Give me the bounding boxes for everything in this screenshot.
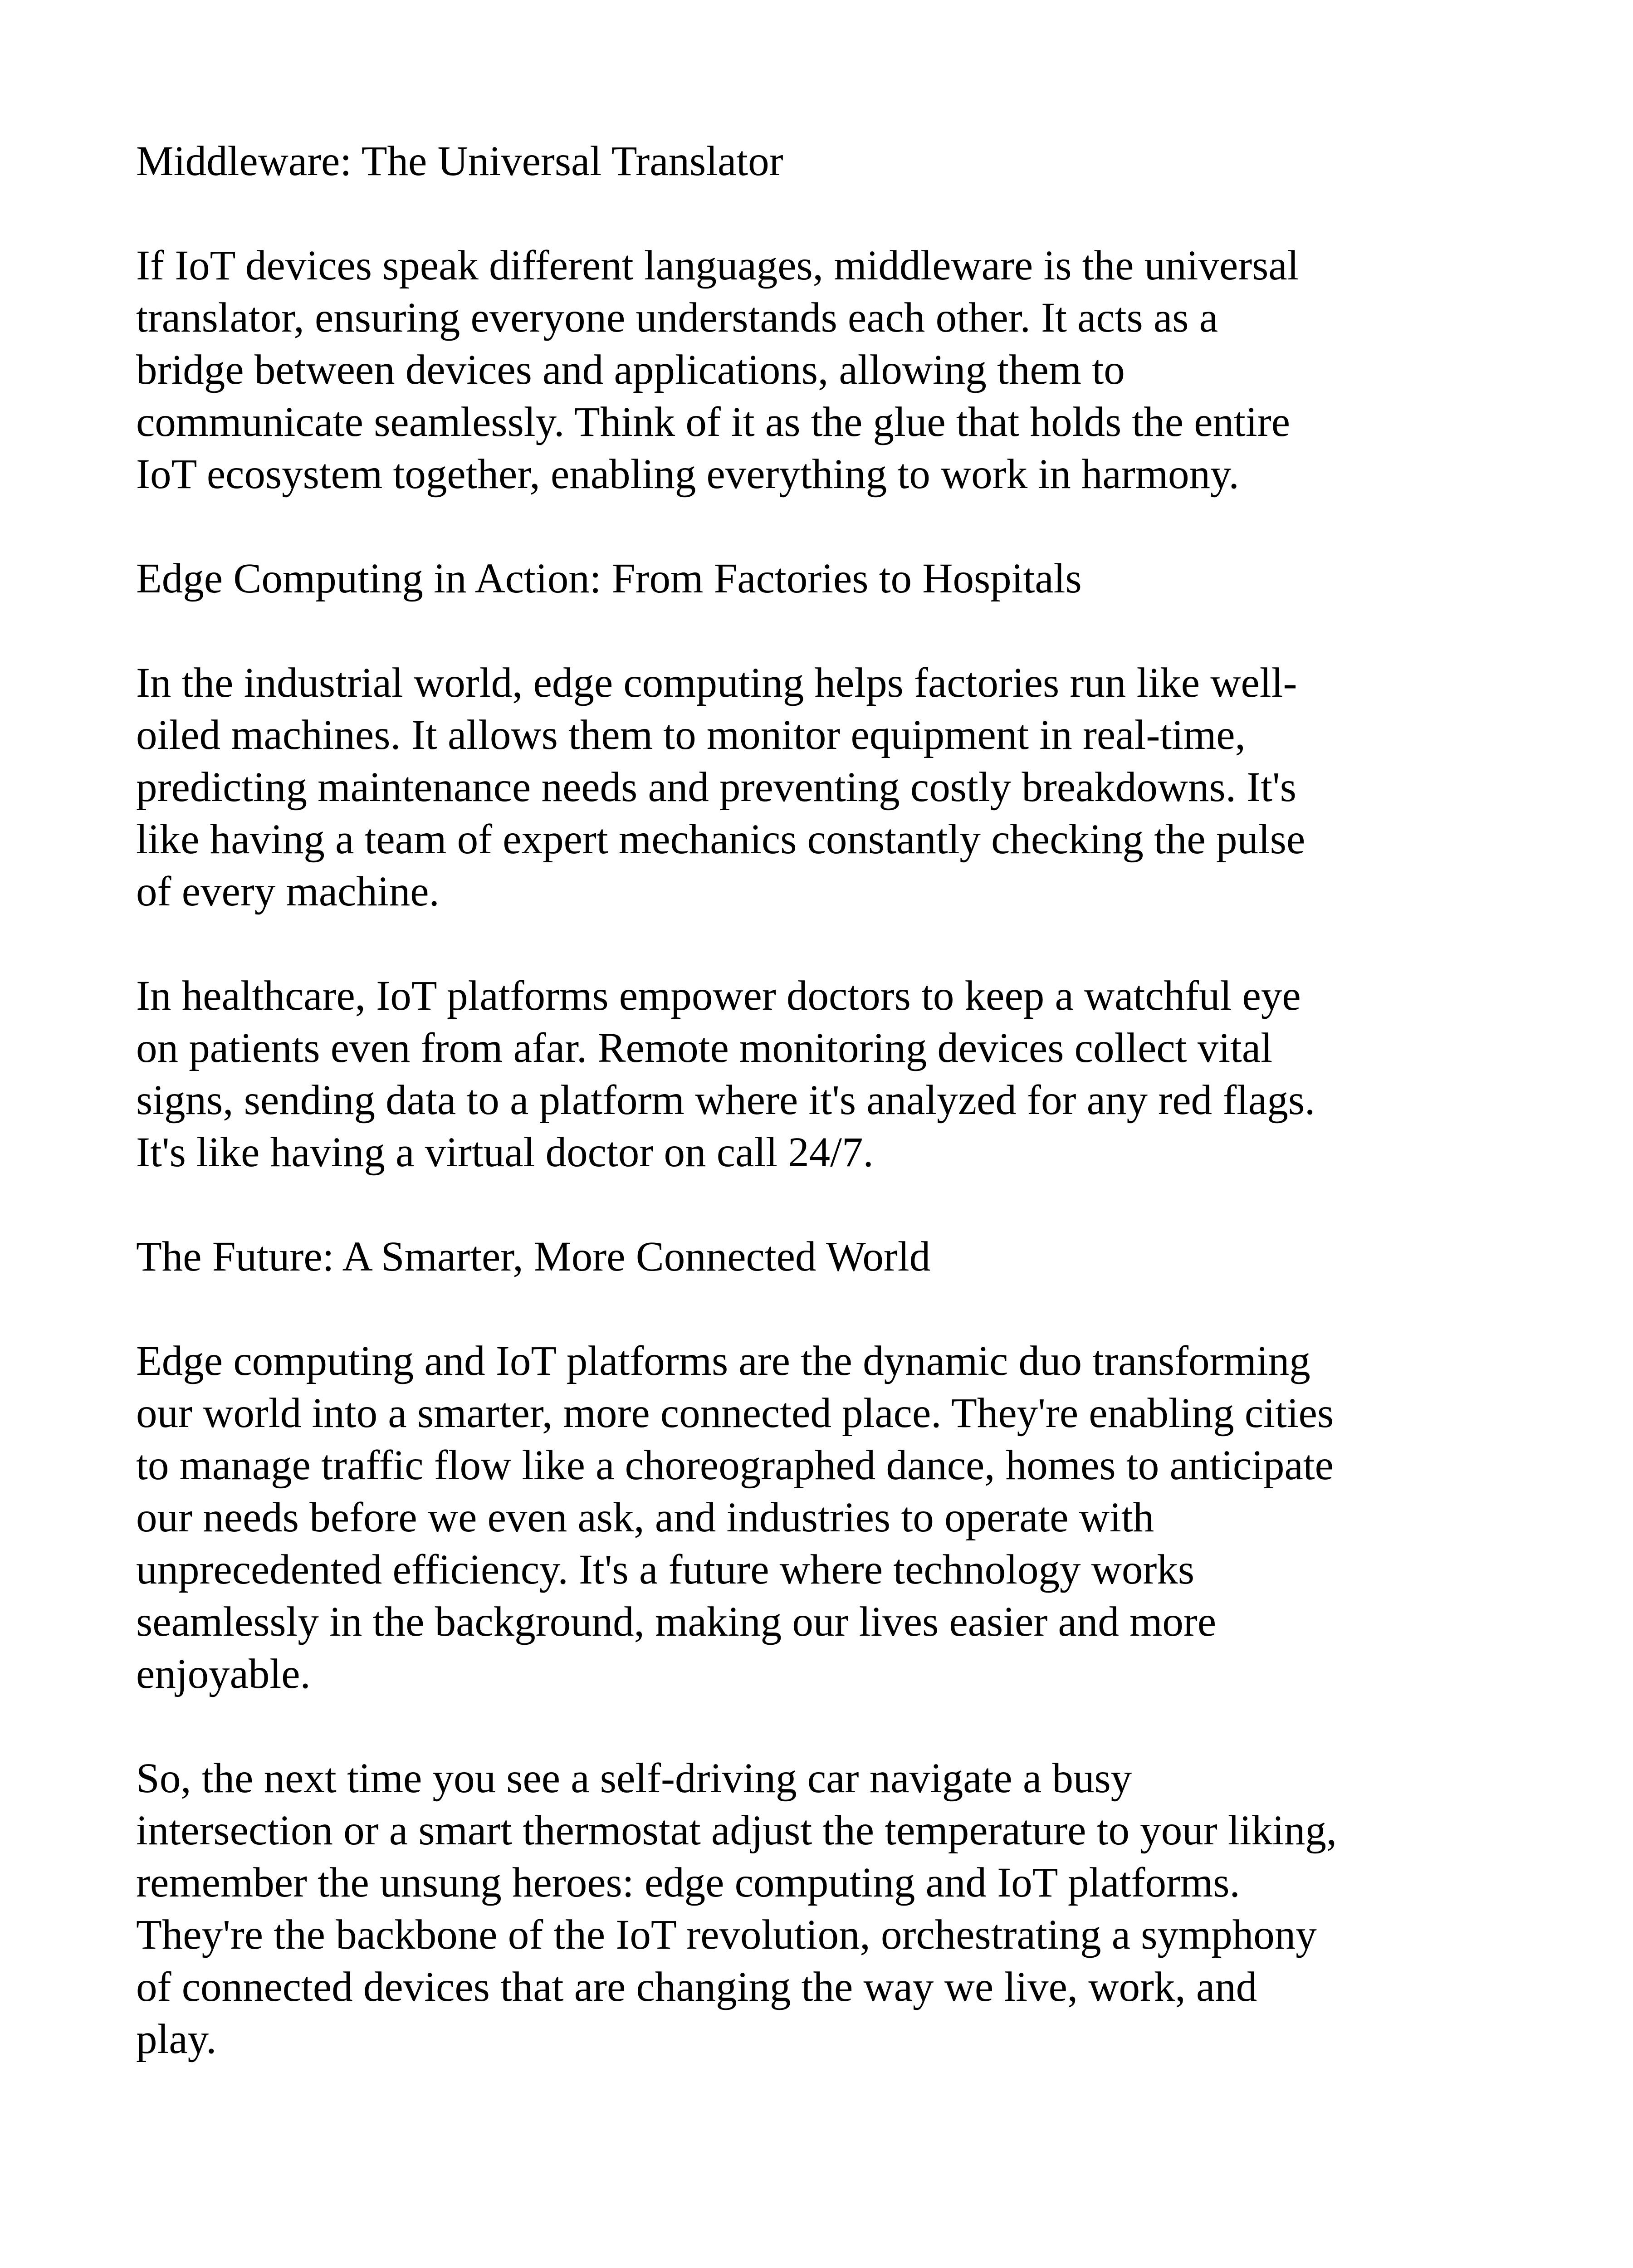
paragraph-future: Edge computing and IoT platforms are the dynamic duo transforming our world into a smarter, more connected place. They're enabling cities to manage traffic flow like a choreographed dance, homes to anticipate our needs before we even ask, and industries to operate with unprecedented efficiency. It's a future where technology works seamlessly in the background, making our lives easier and more enjoyable. [136, 1338, 1334, 1697]
section-heading-future: The Future: A Smarter, More Connected World [136, 1233, 931, 1280]
paragraph-industrial: In the industrial world, edge computing helps factories run like well- oiled machines. It allows them to monitor equipment in real-time, predicting maintenance needs and preventing costly breakdowns. It's like having a team of expert mechanics constantly checking the pulse of every machine. [136, 660, 1305, 915]
page-body [136, 135, 1442, 2065]
paragraph-middleware: If IoT devices speak different languages, middleware is the universal translator, ensuring everyone understands each other. It acts as a bridge between devices and applications, allowing them to communicate seamlessly. Think of it as the glue that holds the entire IoT ecosystem together, enabling everything to work in harmony. [136, 242, 1299, 498]
section-heading-middleware: Middleware: The Universal Translator [136, 138, 783, 185]
paragraph-conclusion: So, the next time you see a self-driving car navigate a busy intersection or a smart thermostat adjust the temperature to your liking, remember the unsung heroes: edge computing and IoT platforms. They're the backbone of the IoT revolution, orchestrating a symphony of connected devices that are changing the way we live, work, and play. [136, 1755, 1337, 2063]
section-heading-edge-computing: Edge Computing in Action: From Factories to Hospitals [136, 555, 1082, 602]
paragraph-healthcare: In healthcare, IoT platforms empower doctors to keep a watchful eye on patients even from afar. Remote monitoring devices collect vital signs, sending data to a platform where it's analyzed for any red flags. It's like having a virtual doctor on call 24/7. [136, 973, 1315, 1176]
